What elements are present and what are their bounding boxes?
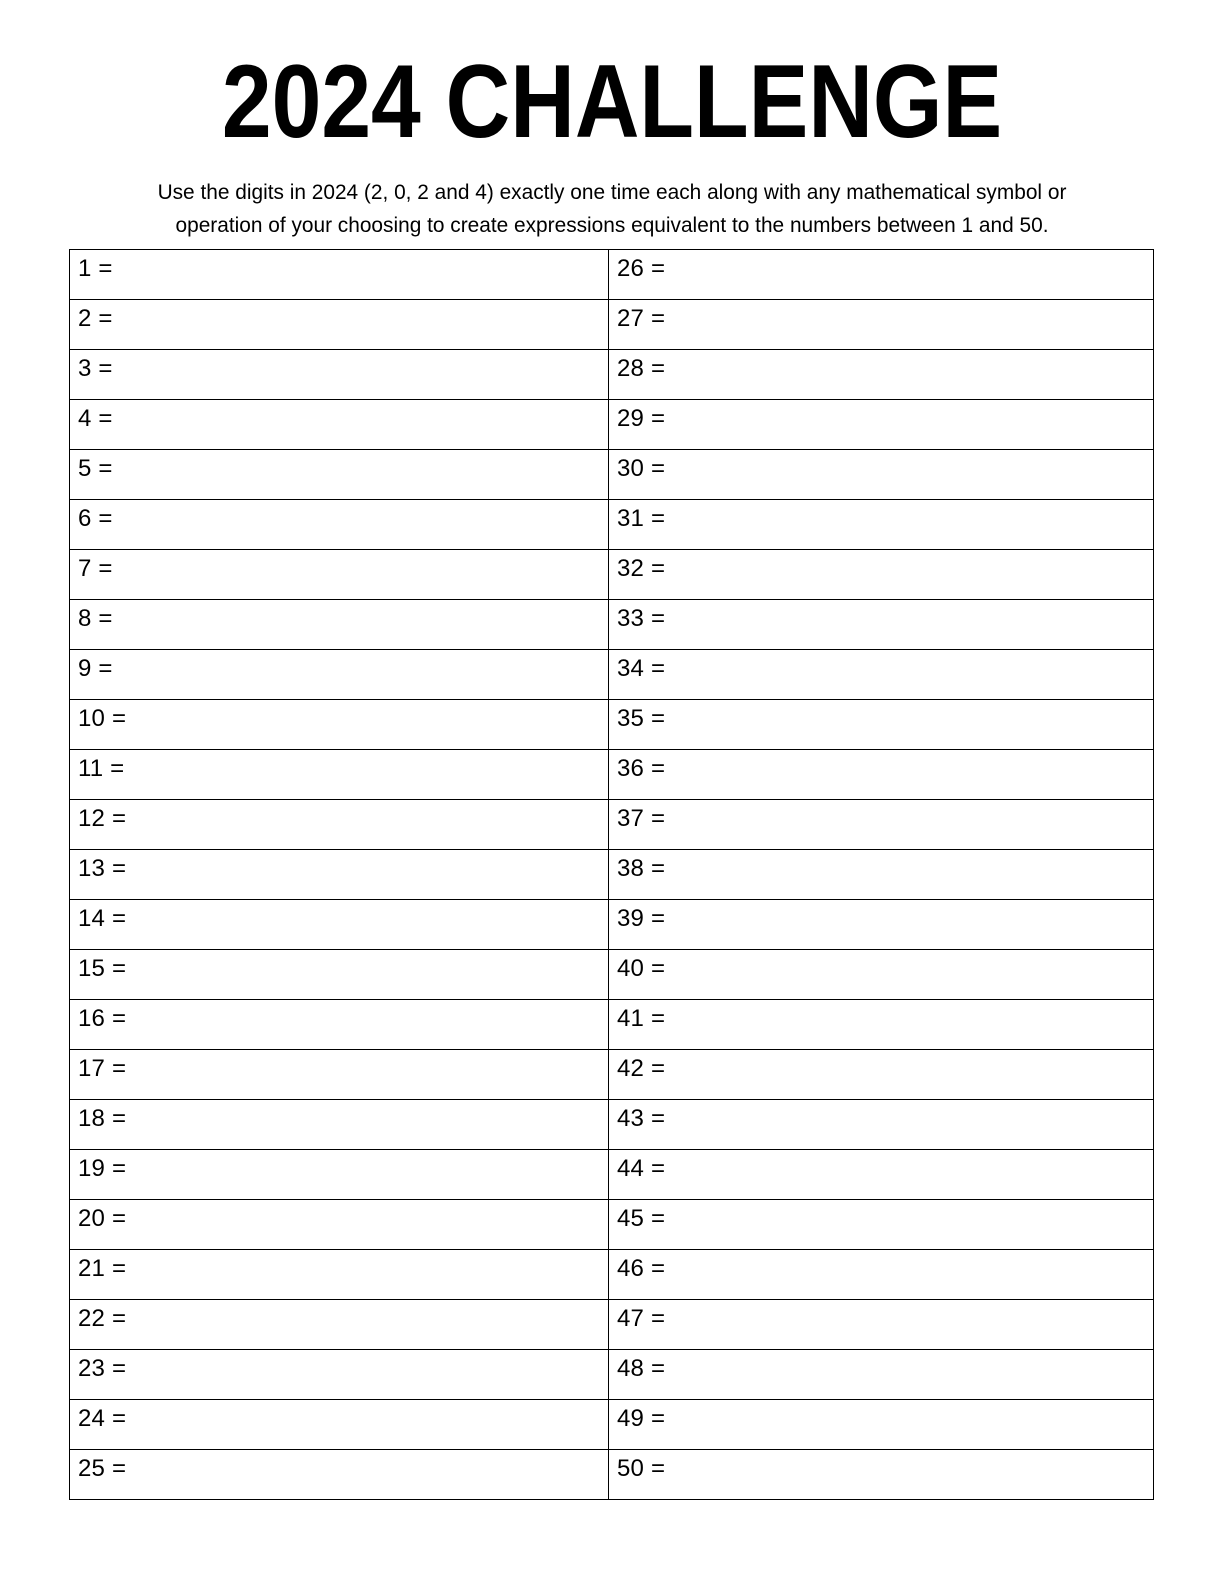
answer-cell-left[interactable] <box>70 1000 609 1050</box>
table-row <box>70 700 1154 750</box>
answer-prompt-label: 22 = <box>78 1305 127 1332</box>
answer-cell-left[interactable] <box>70 550 609 600</box>
answer-prompt-label: 3 = <box>78 355 113 382</box>
answer-prompt-label: 23 = <box>78 1355 127 1382</box>
answer-cell-left[interactable] <box>70 1450 609 1500</box>
table-row <box>70 1350 1154 1400</box>
answer-cell-left[interactable] <box>70 750 609 800</box>
answer-cell-right[interactable] <box>609 800 1154 850</box>
answer-prompt-label: 44 = <box>617 1155 666 1182</box>
answer-prompt-label: 6 = <box>78 505 113 532</box>
answer-prompt-label: 1 = <box>78 255 113 282</box>
answer-cell-right[interactable] <box>609 600 1154 650</box>
answer-prompt-label: 9 = <box>78 655 113 682</box>
answer-cell-left[interactable] <box>70 450 609 500</box>
table-row <box>70 350 1154 400</box>
table-row <box>70 1300 1154 1350</box>
answer-cell-right[interactable] <box>609 750 1154 800</box>
answer-cell-right[interactable] <box>609 250 1154 300</box>
answer-prompt-label: 31 = <box>617 505 666 532</box>
answer-prompt-label: 21 = <box>78 1255 127 1282</box>
answer-cell-left[interactable] <box>70 1100 609 1150</box>
answer-cell-right[interactable] <box>609 900 1154 950</box>
answer-cell-right[interactable] <box>609 1450 1154 1500</box>
answer-prompt-label: 47 = <box>617 1305 666 1332</box>
instructions-line-2: operation of your choosing to create expressions equivalent to the numbers between 1 and 50. <box>175 213 1049 237</box>
table-row <box>70 500 1154 550</box>
answer-cell-right[interactable] <box>609 1250 1154 1300</box>
answer-cell-left[interactable] <box>70 1050 609 1100</box>
answer-prompt-label: 14 = <box>78 905 127 932</box>
answer-cell-left[interactable] <box>70 800 609 850</box>
answer-cell-left[interactable] <box>70 650 609 700</box>
answer-prompt-label: 42 = <box>617 1055 666 1082</box>
table-row <box>70 600 1154 650</box>
table-row <box>70 800 1154 850</box>
answer-prompt-label: 10 = <box>78 705 127 732</box>
answer-prompt-label: 32 = <box>617 555 666 582</box>
answer-cell-left[interactable] <box>70 700 609 750</box>
answer-cell-left[interactable] <box>70 1300 609 1350</box>
answer-prompt-label: 27 = <box>617 305 666 332</box>
answer-prompt-label: 11 = <box>78 755 125 782</box>
answer-prompt-label: 33 = <box>617 605 666 632</box>
answer-prompt-label: 38 = <box>617 855 666 882</box>
answer-cell-right[interactable] <box>609 1100 1154 1150</box>
table-row <box>70 250 1154 300</box>
answer-prompt-label: 39 = <box>617 905 666 932</box>
answer-cell-left[interactable] <box>70 1150 609 1200</box>
answer-prompt-label: 46 = <box>617 1255 666 1282</box>
answer-cell-right[interactable] <box>609 350 1154 400</box>
answer-cell-right[interactable] <box>609 650 1154 700</box>
answer-prompt-label: 26 = <box>617 255 666 282</box>
answer-cell-left[interactable] <box>70 900 609 950</box>
answer-prompt-label: 50 = <box>617 1455 666 1482</box>
answer-prompt-label: 20 = <box>78 1205 127 1232</box>
answer-cell-left[interactable] <box>70 400 609 450</box>
instructions-line-1: Use the digits in 2024 (2, 0, 2 and 4) exactly one time each along with any mathematical symbol or <box>157 180 1067 204</box>
table-row <box>70 1200 1154 1250</box>
answer-cell-right[interactable] <box>609 850 1154 900</box>
answer-cell-right[interactable] <box>609 1150 1154 1200</box>
table-row <box>70 1050 1154 1100</box>
answer-cell-right[interactable] <box>609 1050 1154 1100</box>
answer-prompt-label: 49 = <box>617 1405 666 1432</box>
answer-prompt-label: 41 = <box>617 1005 666 1032</box>
table-row <box>70 1150 1154 1200</box>
answer-cell-left[interactable] <box>70 600 609 650</box>
answer-cell-left[interactable] <box>70 1250 609 1300</box>
table-row <box>70 1450 1154 1500</box>
answer-prompt-label: 4 = <box>78 405 113 432</box>
table-row <box>70 450 1154 500</box>
answer-cell-right[interactable] <box>609 500 1154 550</box>
table-row <box>70 1250 1154 1300</box>
answer-prompt-label: 25 = <box>78 1455 127 1482</box>
answer-prompt-label: 30 = <box>617 455 666 482</box>
answer-prompt-label: 16 = <box>78 1005 127 1032</box>
answer-cell-right[interactable] <box>609 550 1154 600</box>
answer-prompt-label: 8 = <box>78 605 113 632</box>
answer-prompt-label: 29 = <box>617 405 666 432</box>
answer-cell-right[interactable] <box>609 1400 1154 1450</box>
answers-table <box>69 249 1154 1500</box>
answer-prompt-label: 13 = <box>78 855 127 882</box>
page-title: 2024 CHALLENGE <box>221 44 1003 160</box>
answer-prompt-label: 40 = <box>617 955 666 982</box>
answer-cell-right[interactable] <box>609 1000 1154 1050</box>
answer-prompt-label: 48 = <box>617 1355 666 1382</box>
table-row <box>70 1400 1154 1450</box>
answer-cell-left[interactable] <box>70 850 609 900</box>
table-row <box>70 750 1154 800</box>
answer-cell-right[interactable] <box>609 1200 1154 1250</box>
answer-cell-right[interactable] <box>609 300 1154 350</box>
answer-prompt-label: 17 = <box>78 1055 127 1082</box>
answer-cell-right[interactable] <box>609 1350 1154 1400</box>
table-row <box>70 400 1154 450</box>
answer-cell-right[interactable] <box>609 450 1154 500</box>
answer-cell-left[interactable] <box>70 350 609 400</box>
answer-cell-right[interactable] <box>609 1300 1154 1350</box>
table-row <box>70 1100 1154 1150</box>
answer-prompt-label: 2 = <box>78 305 113 332</box>
table-row <box>70 1000 1154 1050</box>
answer-cell-left[interactable] <box>70 300 609 350</box>
answer-cell-left[interactable] <box>70 250 609 300</box>
answer-cell-left[interactable] <box>70 500 609 550</box>
answer-prompt-label: 35 = <box>617 705 666 732</box>
answer-prompt-label: 37 = <box>617 805 666 832</box>
table-row <box>70 550 1154 600</box>
table-row <box>70 900 1154 950</box>
answer-prompt-label: 12 = <box>78 805 127 832</box>
answer-prompt-label: 24 = <box>78 1405 127 1432</box>
answers-table-container <box>69 249 1153 1500</box>
answer-prompt-label: 43 = <box>617 1105 666 1132</box>
answer-prompt-label: 34 = <box>617 655 666 682</box>
answer-cell-left[interactable] <box>70 950 609 1000</box>
answer-cell-left[interactable] <box>70 1400 609 1450</box>
table-row <box>70 950 1154 1000</box>
answer-prompt-label: 18 = <box>78 1105 127 1132</box>
answer-prompt-label: 15 = <box>78 955 127 982</box>
answer-cell-left[interactable] <box>70 1200 609 1250</box>
instructions-text <box>18 154 1205 242</box>
answer-cell-right[interactable] <box>609 700 1154 750</box>
answer-prompt-label: 19 = <box>78 1155 127 1182</box>
table-row <box>70 650 1154 700</box>
table-row <box>70 850 1154 900</box>
table-row <box>70 300 1154 350</box>
answer-cell-right[interactable] <box>609 400 1154 450</box>
answer-prompt-label: 36 = <box>617 755 666 782</box>
answer-prompt-label: 7 = <box>78 555 113 582</box>
answer-cell-right[interactable] <box>609 950 1154 1000</box>
answer-prompt-label: 5 = <box>78 455 113 482</box>
answer-prompt-label: 28 = <box>617 355 666 382</box>
answer-prompt-label: 45 = <box>617 1205 666 1232</box>
answer-cell-left[interactable] <box>70 1350 609 1400</box>
